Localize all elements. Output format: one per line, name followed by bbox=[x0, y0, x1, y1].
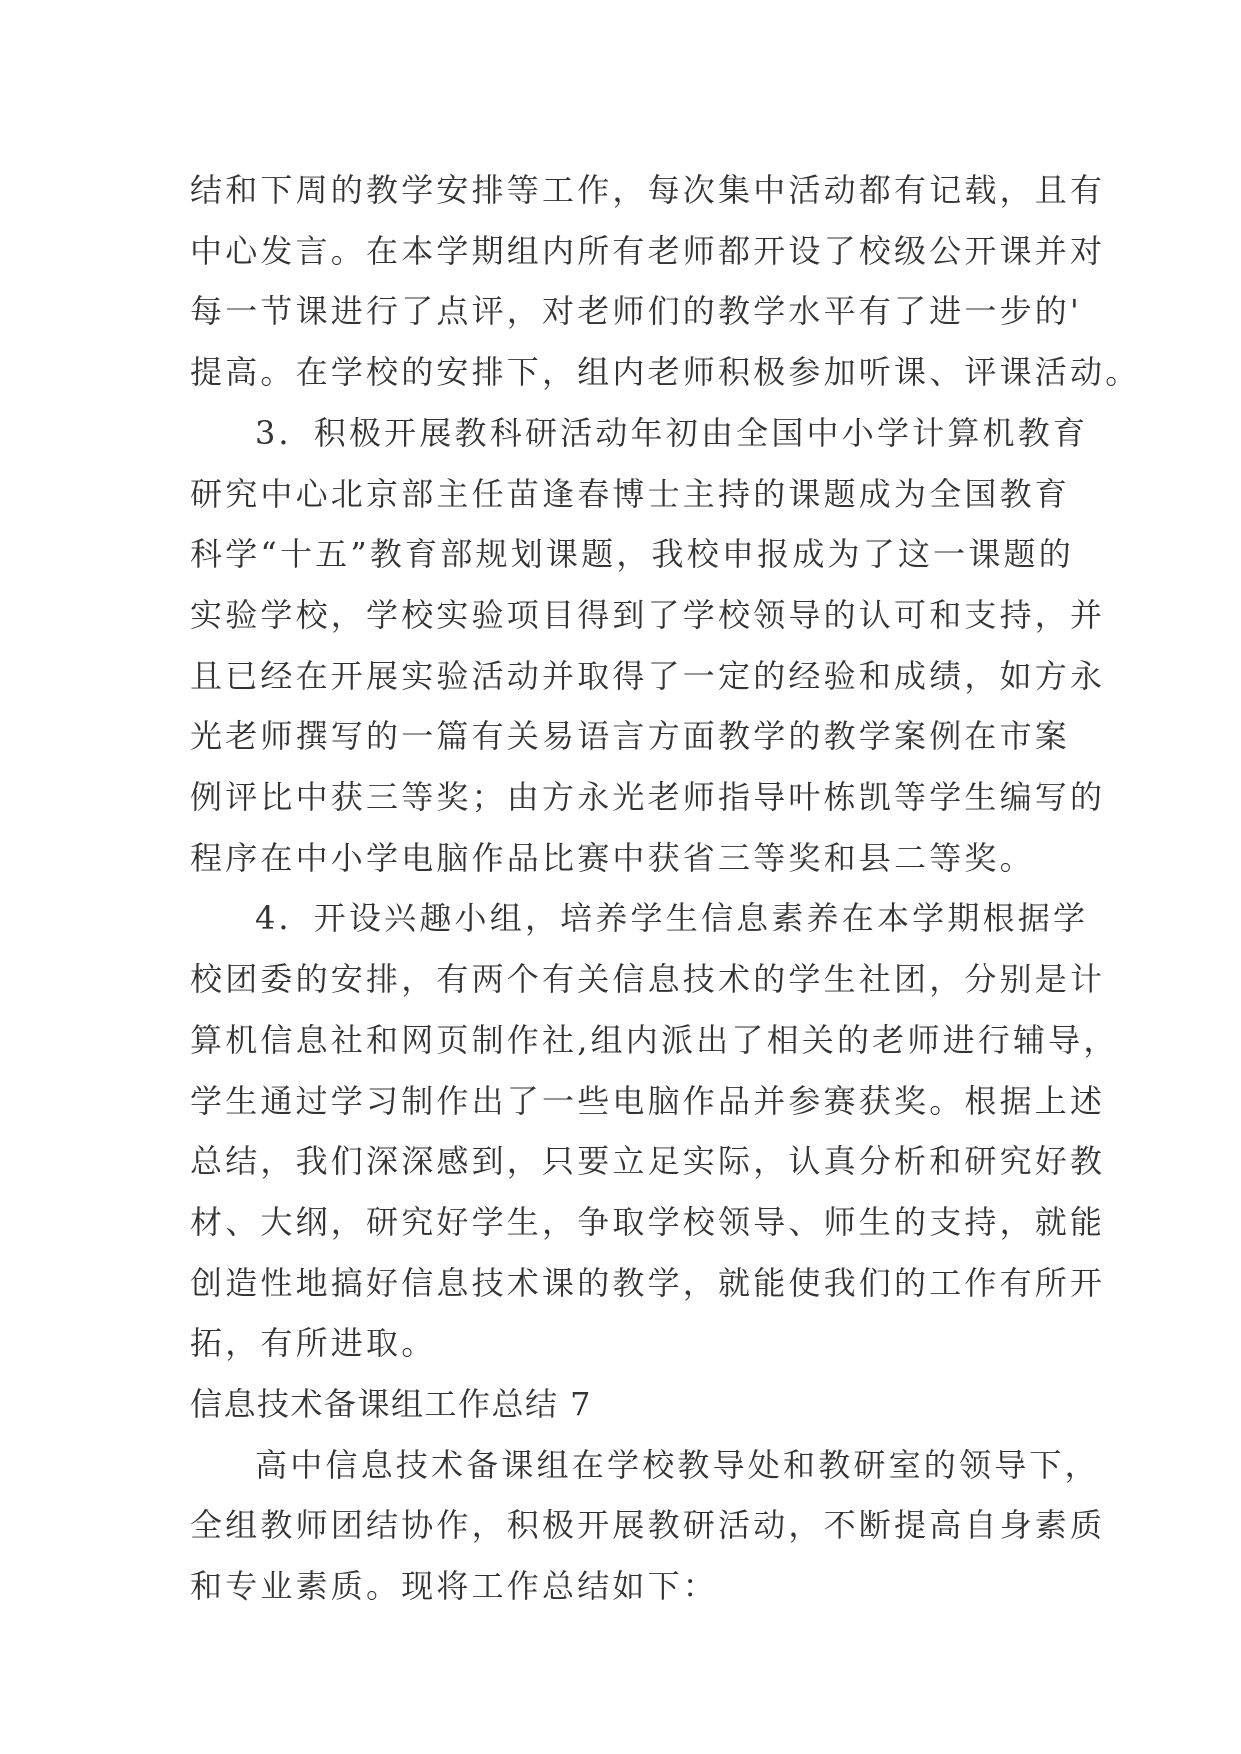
text-line: 总结，我们深深感到，只要立足实际，认真分析和研究好教 bbox=[190, 1142, 1106, 1181]
text-line: 和专业素质。现将工作总结如下： bbox=[190, 1567, 719, 1606]
paragraph-start-line: 3．积极开展教科研活动年初由全国中小学计算机教育 bbox=[255, 413, 1089, 452]
text-line: 且已经在开展实验活动并取得了一定的经验和成绩，如方永 bbox=[190, 656, 1106, 695]
text-line: 创造性地搞好信息技术课的教学，就能使我们的工作有所开 bbox=[190, 1263, 1106, 1302]
text-line: 研究中心北京部主任苗逢春博士主持的课题成为全国教育 bbox=[190, 474, 1071, 513]
text-line: 程序在中小学电脑作品比赛中获省三等奖和县二等奖。 bbox=[190, 838, 1035, 877]
text-line: 校团委的安排，有两个有关信息技术的学生社团，分别是计 bbox=[190, 960, 1106, 999]
text-line: 材、大纲，研究好学生，争取学校领导、师生的支持，就能 bbox=[190, 1202, 1106, 1241]
text-line: 实验学校，学校实验项目得到了学校领导的认可和支持，并 bbox=[190, 595, 1106, 634]
text-line: 科学“十五”教育部规划课题，我校申报成为了这一课题的 bbox=[190, 535, 1074, 574]
text-line: 学生通过学习制作出了一些电脑作品并参赛获奖。根据上述 bbox=[190, 1081, 1106, 1120]
paragraph-start-line: 4．开设兴趣小组，培养学生信息素养在本学期根据学 bbox=[255, 899, 1089, 938]
text-line: 光老师撰写的一篇有关易语言方面教学的教学案例在市案 bbox=[190, 717, 1071, 756]
document-body bbox=[190, 160, 1141, 1617]
text-line: 拓，有所进取。 bbox=[190, 1324, 437, 1363]
text-line: 例评比中获三等奖；由方永光老师指导叶栋凯等学生编写的 bbox=[190, 778, 1106, 817]
text-line: 中心发言。在本学期组内所有老师都开设了校级公开课并对 bbox=[190, 231, 1106, 270]
text-line: 结和下周的教学安排等工作，每次集中活动都有记载，且有 bbox=[190, 171, 1106, 209]
text-line: 每一节课进行了点评，对老师们的教学水平有了进一步的' bbox=[190, 292, 1082, 331]
text-line: 算机信息社和网页制作社,组内派出了相关的老师进行辅导， bbox=[190, 1020, 1119, 1059]
text-line: 提高。在学校的安排下，组内老师积极参加听课、评课活动。 bbox=[190, 353, 1141, 392]
section-heading: 信息技术备课组工作总结 7 bbox=[190, 1385, 593, 1424]
text-line: 全组教师团结协作，积极开展教研活动，不断提高自身素质 bbox=[190, 1506, 1106, 1545]
paragraph-start-line: 高中信息技术备课组在学校教导处和教研室的领导下， bbox=[255, 1445, 1100, 1484]
